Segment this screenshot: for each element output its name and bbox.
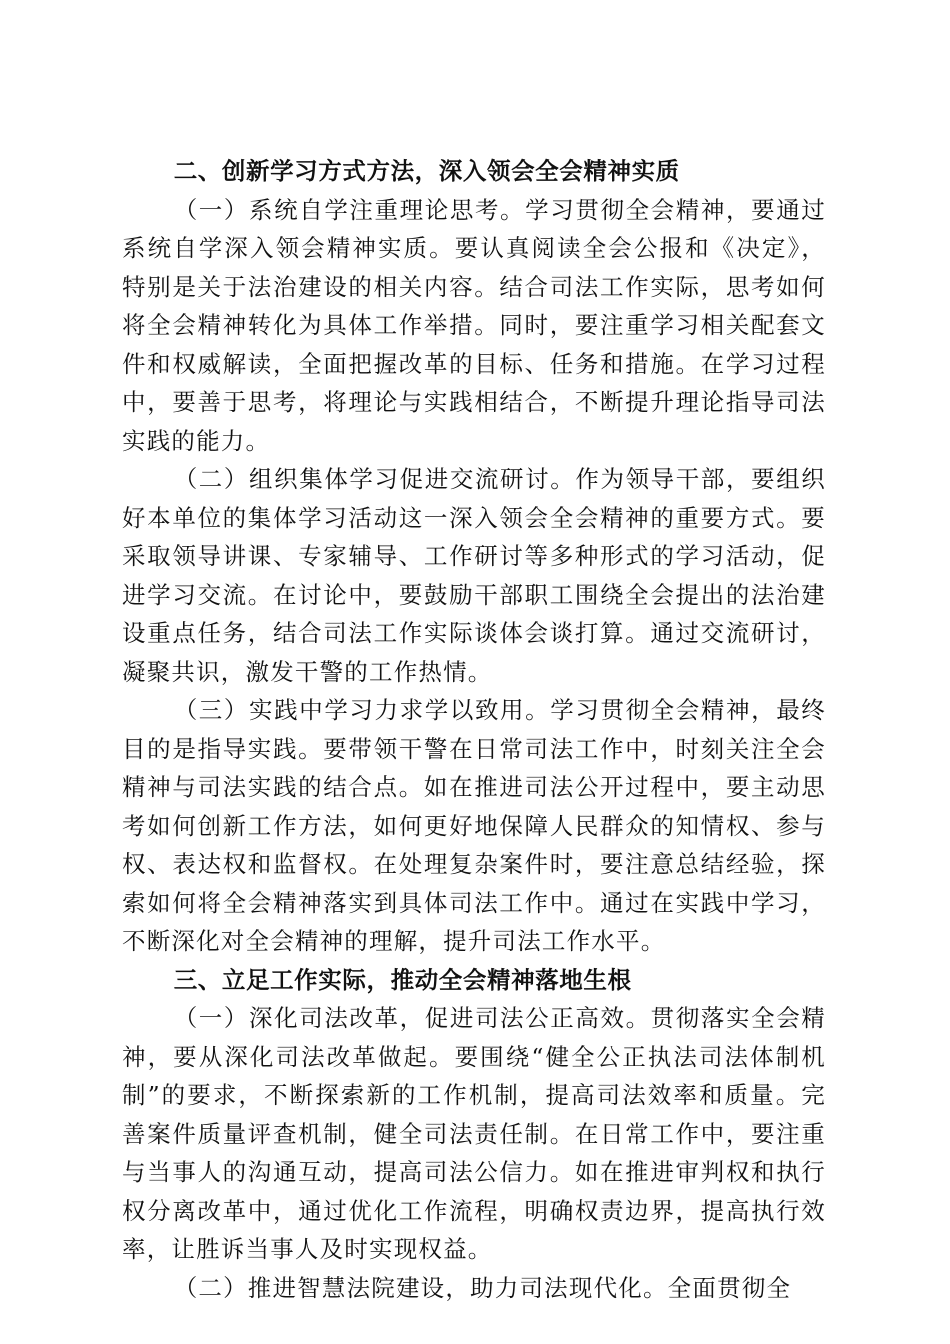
section-heading-2: 二、创新学习方式方法，深入领会全会精神实质 xyxy=(173,157,680,185)
paragraph-3-1: （一）深化司法改革，促进司法公正高效。贯彻落实全会精神，要从深化司法改革做起。要围绕“健全公正执法司法体制机制”的要求，不断探索新的工作机制，提高司法效率和质量。完善案件质量评查机制，健全司法责任制。在日常工作中，要注重与当事人的沟通互动，提高司法公信力。如在推进审判权和执行权分离改革中，通过优化工作流程，明确权责边界，提高执行效率，让胜诉当事人及时实现权益。 xyxy=(122,1004,826,1263)
paragraph-2-3: （三）实践中学习力求学以致用。学习贯彻全会精神，最终目的是指导实践。要带领干警在日常司法工作中，时刻关注全会精神与司法实践的结合点。如在推进司法公开过程中，要主动思考如何创新工作方法，如何更好地保障人民群众的知情权、参与权、表达权和监督权。在处理复杂案件时，要注意总结经验，探索如何将全会精神落实到具体司法工作中。通过在实践中学习，不断深化对全会精神的理解，提升司法工作水平。 xyxy=(122,696,826,955)
paragraph-2-2: （二）组织集体学习促进交流研讨。作为领导干部，要组织好本单位的集体学习活动这一深入领会全会精神的重要方式。要采取领导讲课、专家辅导、工作研讨等多种形式的学习活动，促进学习交流。在讨论中，要鼓励干部职工围绕全会提出的法治建设重点任务，结合司法工作实际谈体会谈打算。通过交流研讨，凝聚共识，激发干警的工作热情。 xyxy=(122,465,826,686)
document-body xyxy=(122,152,826,1307)
paragraph-2-1: （一）系统自学注重理论思考。学习贯彻全会精神，要通过系统自学深入领会精神实质。要认真阅读全会公报和《决定》，特别是关于法治建设的相关内容。结合司法工作实际，思考如何将全会精神转化为具体工作举措。同时，要注重学习相关配套文件和权威解读，全面把握改革的目标、任务和措施。在学习过程中，要善于思考，将理论与实践相结合，不断提升理论指导司法实践的能力。 xyxy=(122,195,826,455)
section-heading-3: 三、立足工作实际，推动全会精神落地生根 xyxy=(173,965,632,994)
paragraph-3-2: （二）推进智慧法院建设，助力司法现代化。全面贯彻全 xyxy=(173,1273,792,1302)
